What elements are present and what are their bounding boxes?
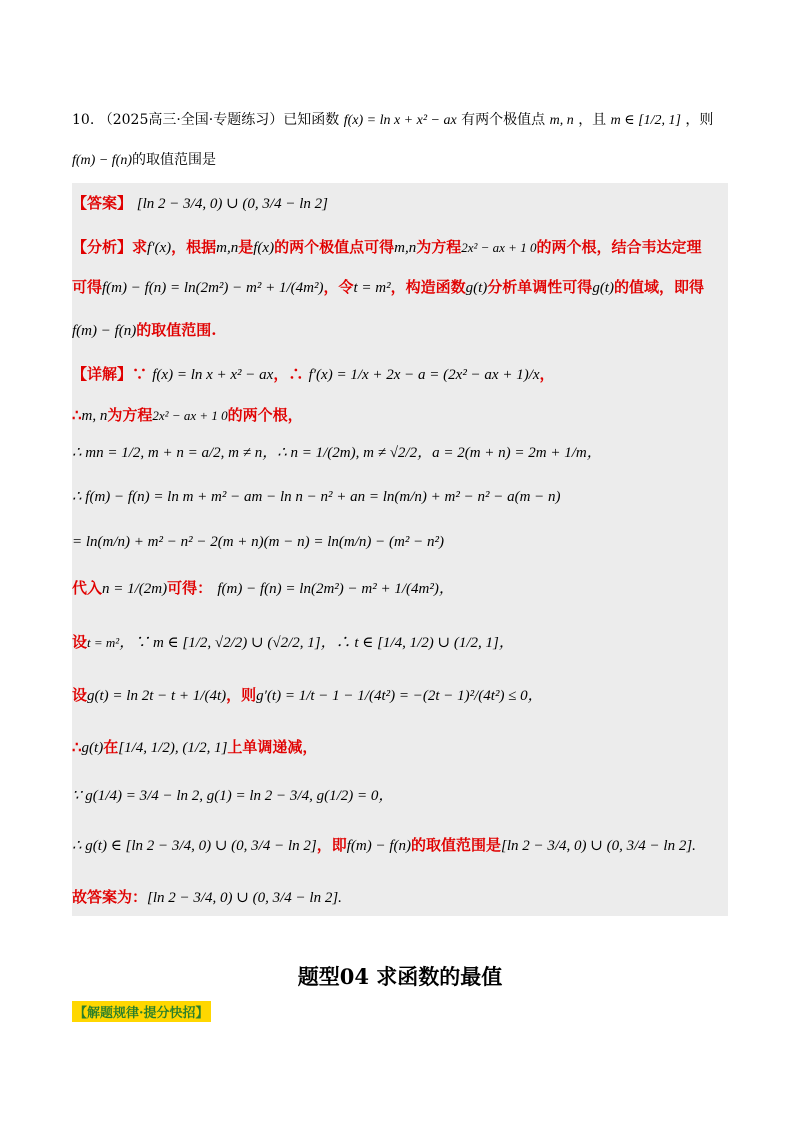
detail-text: 上单调递减， [227,738,318,756]
detail-text: 的两个根， [227,406,303,424]
analysis-math: f(m) − f(n) = ln(2m²) − m² + 1/(4m²) [102,280,324,296]
analysis-text: ，根据 [171,238,217,256]
detail-line-5: = ln(m/n) + m² − n² − 2(m + n)(m − n) = ln(m/n) − (m² − n²) [72,534,444,550]
detail-text: ，则 [226,686,257,704]
detail-text: 为方程 [107,406,153,424]
detail-line-1 [72,364,555,385]
analysis-line-2 [72,277,704,298]
detail-math: g(t) = ln 2t − t + 1/(4t) [87,688,227,704]
analysis-text: 是 [238,238,254,256]
detail-line-4: ∴ f(m) − f(n) = ln m + m² − am − ln n − n² + an = ln(m/n) + m² − n² − a(m − n) [72,489,561,505]
detail-math: n = 1/(2m) [102,581,168,597]
detail-line-3: ∴ mn = 1/2, m + n = a/2, m ≠ n，∴ n = 1/(2m), m ≠ √2/2，a = 2(m + n) = 2m + 1/m， [72,445,602,461]
analysis-text: 求 [132,238,148,256]
analysis-text: 分析单调性可得 [487,278,593,296]
question-source: （2025高三·全国·专题练习）已知函数 [98,112,340,128]
analysis-text: 为方程 [416,238,462,256]
because-symbol: ∵ [132,365,148,383]
detail-line-2 [72,405,303,426]
detail-text: 在 [103,738,119,756]
detail-math: [1/4, 1/2), (1/2, 1] [118,740,228,756]
detail-line-12 [72,887,342,908]
analysis-math: m,n [394,240,417,256]
detail-line-8 [72,685,543,706]
analysis-text: 的取值范围. [136,321,217,339]
detail-text: 设 [72,686,88,704]
detail-math: [ln 2 − 3/4, 0) ∪ (0, 3/4 − ln 2]. [501,838,696,854]
detail-math: m, n [81,408,108,424]
question-ask: 的取值范围是 [132,152,216,168]
question-expr: f(m) − f(n) [72,153,132,168]
detail-line-7 [72,632,514,653]
detail-math: 2x² − ax + 1 0 [152,408,228,423]
detail-math: f′(x) = 1/x + 2x − a = (2x² − ax + 1)/x [308,367,540,383]
analysis-math: f(m) − f(n) [72,323,137,339]
detail-math: t = m² [87,635,120,650]
detail-math: f(m) − f(n) [346,838,411,854]
therefore-symbol: ∴ [72,406,82,424]
analysis-text: 的值域，即得 [613,278,704,296]
detail-math: ，∵ m ∈ [1/2, √2/2) ∪ (√2/2, 1]，∴ t ∈ [1/4, 1/2) ∪ (1/2, 1]， [119,635,514,651]
detail-text: 设 [72,633,88,651]
question-function: f(x) = ln x + x² − ax [343,113,457,128]
detail-text: ，即 [316,836,347,854]
analysis-math: f′(x) [147,240,172,256]
analysis-label: 【分析】 [72,238,133,256]
analysis-math: g(t) [592,280,614,296]
detail-math: f(x) = ln x + x² − ax [152,367,274,383]
tip-tag: 【解题规律·提分快招】 [72,1001,211,1022]
final-answer-expr: [ln 2 − 3/4, 0) ∪ (0, 3/4 − ln 2]. [147,890,342,906]
detail-math: ∴ g(t) ∈ [ln 2 − 3/4, 0) ∪ (0, 3/4 − ln 2] [72,838,317,854]
analysis-math: t = m² [353,280,391,296]
answer-expr: [ln 2 − 3/4, 0) ∪ (0, 3/4 − ln 2] [136,196,328,212]
question-text: 有两个极值点 [461,112,546,128]
analysis-line-1 [72,237,701,258]
question-mn: m, n [549,113,574,128]
analysis-text: 可得 [72,278,103,296]
detail-math: g′(t) = 1/t − 1 − 1/(4t²) = −(2t − 1)²/(4t²) ≤ 0， [256,688,543,704]
detail-text: 的取值范围是 [411,836,502,854]
detail-math: g(t) [81,740,104,756]
detail-text: 代入 [72,579,103,597]
question-and: ，且 [578,112,607,128]
section-title: 题型04 求函数的最值 [297,964,503,989]
detail-text: 可得： [167,579,213,597]
analysis-text: ，构造函数 [390,278,466,296]
analysis-line-3 [72,320,217,341]
analysis-math: m,n [216,240,239,256]
analysis-math: g(t) [465,280,488,296]
detail-line-10: ∵ g(1/4) = 3/4 − ln 2, g(1) = ln 2 − 3/4, g(1/2) = 0， [72,788,394,804]
detail-line-11 [72,835,696,856]
therefore-symbol: ，∴ [273,365,304,383]
question-line-2 [72,150,216,171]
analysis-text: 的两个极值点可得 [274,238,395,256]
final-answer-label: 故答案为： [72,888,148,906]
question-number: 10. [72,112,95,128]
answer-line [72,193,328,214]
analysis-math: f(x) [253,240,275,256]
detail-math: f(m) − f(n) = ln(2m²) − m² + 1/(4m²)， [217,581,454,597]
detail-line-6 [72,578,454,599]
question-m-range: m ∈ [1/2, 1] [610,113,681,128]
therefore-symbol: ∴ [72,738,82,756]
question-then: ，则 [685,112,714,128]
analysis-text: ，令 [323,278,354,296]
analysis-text: 的两个根，结合韦达定理 [536,238,702,256]
detail-text: ， [539,365,555,383]
analysis-math: 2x² − ax + 1 0 [461,240,537,255]
answer-label: 【答案】 [72,194,133,212]
question-line-1 [72,110,713,131]
detail-line-9 [72,737,317,758]
detail-label: 【详解】 [72,365,133,383]
